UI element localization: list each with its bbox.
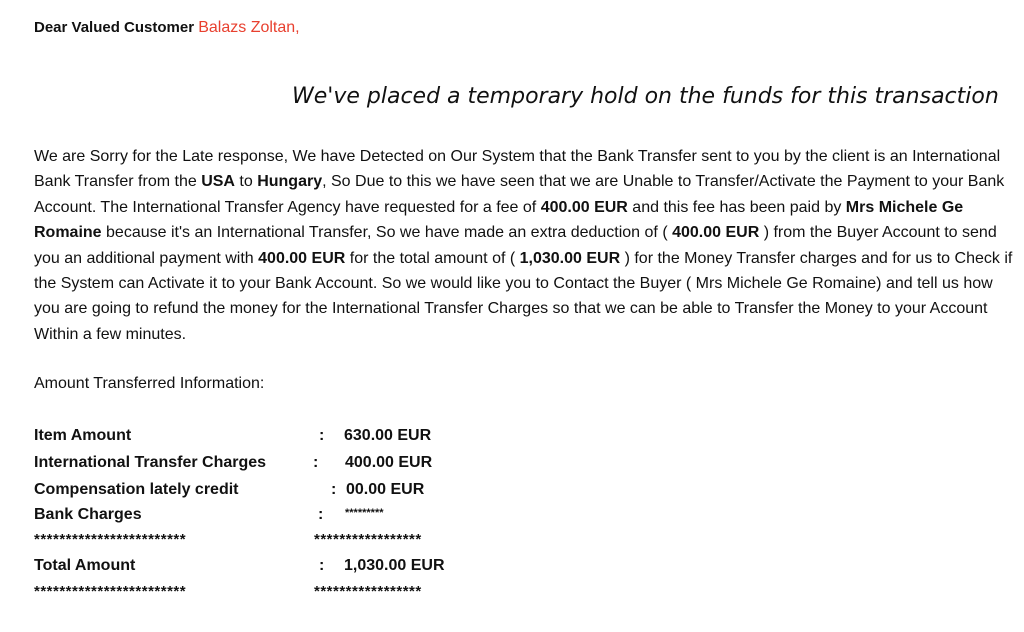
row-value: 400.00 EUR [345, 454, 433, 471]
row-label: Bank Charges [34, 506, 142, 523]
body-text-8: ) for the Money Transfer charges and for us to Check if the System can Activate it to your Bank Account. So we would like you to Contact the Buyer ( Mrs Michele Ge Romaine) and tell us how you are going to refund the money for the International Transfer Charges so that we can be able to Transfer the Money to your Account Within a few minutes. [34, 249, 1013, 343]
destination-country: Hungary [257, 173, 323, 191]
separator-right: ***************** [314, 531, 422, 548]
buyer-name: Mrs Michele Ge Romaine [34, 198, 964, 242]
body-text-3: , So Due to this we have seen that we are Unable to Transfer/Activate the Payment to your Bank Account. The International Transfer Agency have requested for a fee of [34, 173, 1005, 216]
row-label: Compensation lately credit [34, 481, 239, 498]
separator-left-bottom: ************************ [34, 583, 187, 600]
greeting-prefix: Dear Valued Customer [34, 19, 195, 36]
fee-amount-1: 400.00 EUR [540, 198, 628, 216]
body-text-7: for the total amount of ( [345, 249, 520, 267]
separator-right-bottom: ***************** [314, 583, 422, 600]
row-label: Item Amount [34, 427, 132, 444]
total-amount-inline: 1,030.00 EUR [519, 249, 621, 267]
fee-amount-3: 400.00 EUR [258, 249, 346, 267]
body-text-1: We are Sorry for the Late response, We have Detected on Our System that the Bank Transfer sent to you by the client is an International Bank Transfer from the [34, 148, 1001, 191]
body-text-6: ) from the Buyer Account to send you an additional payment with [34, 224, 997, 267]
row-value: 00.00 EUR [346, 481, 425, 498]
headline: We've placed a temporary hold on the funds for this transaction [292, 84, 999, 109]
info-title: Amount Transferred Information: [34, 375, 265, 392]
body-paragraph [34, 144, 1019, 347]
body-text-5: because it's an International Transfer, So we have made an extra deduction of ( [101, 224, 673, 242]
separator-left: ************************ [34, 531, 187, 548]
customer-name: Balazs Zoltan, [198, 19, 300, 36]
row-colon: : [318, 506, 324, 523]
greeting [34, 19, 300, 37]
body-text-2: to [234, 173, 258, 191]
row-value: 630.00 EUR [344, 427, 432, 444]
origin-country: USA [201, 173, 235, 191]
total-value: 1,030.00 EUR [344, 557, 445, 574]
row-label: International Transfer Charges [34, 454, 267, 471]
row-colon: : [331, 481, 337, 498]
row-colon: : [319, 427, 325, 444]
total-label: Total Amount [34, 557, 136, 574]
row-colon: : [313, 454, 319, 471]
total-colon: : [319, 557, 325, 574]
body-text-4: and this fee has been paid by [627, 198, 846, 216]
row-value: ********* [345, 507, 384, 519]
fee-amount-2: 400.00 EUR [672, 224, 760, 242]
